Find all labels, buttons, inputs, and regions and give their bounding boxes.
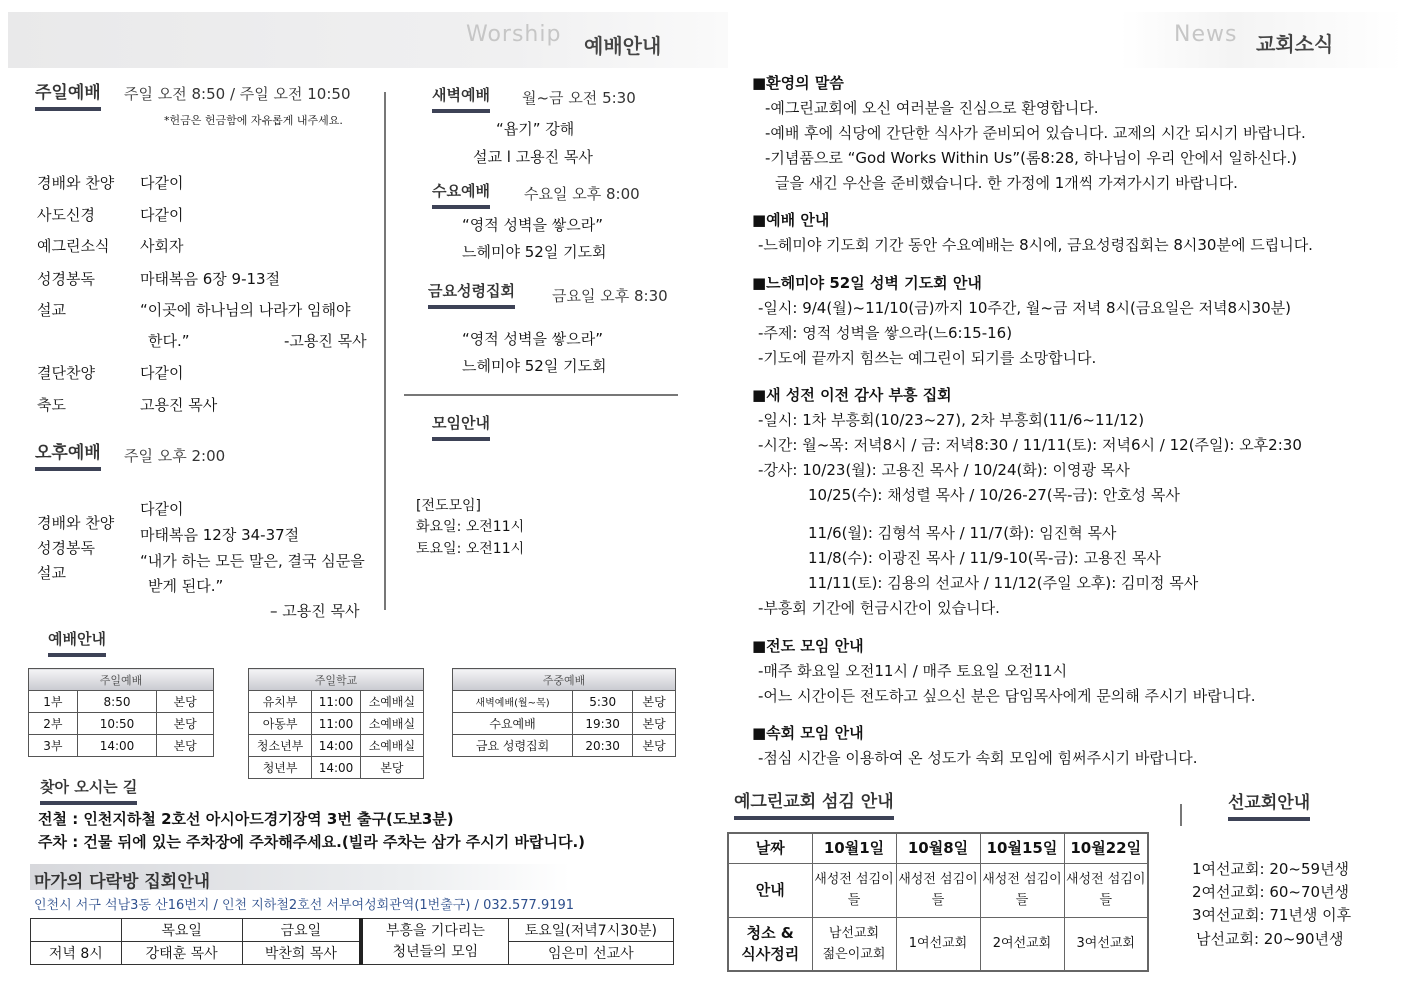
- meeting-line3: 토요일: 오전11시: [416, 541, 525, 557]
- revival-title: ■새 성전 이전 감사 부흥 집회: [752, 386, 952, 404]
- sunday-note: *헌금은 헌금함에 자유롭게 내주세요.: [164, 114, 343, 127]
- friday-line1: “영적 성벽을 쌓으라”: [462, 330, 603, 348]
- order-value: 다같이: [140, 174, 184, 192]
- revival-line: 11/11(토): 김용의 선교사 / 11/12(주일 오후): 김미정 목사: [808, 574, 1199, 592]
- table-row: 금요 성령집회 20:30 본당: [453, 735, 676, 757]
- friday-speaker: 박찬희 목사: [242, 942, 361, 965]
- directions-parking: 주차 : 건물 뒤에 있는 주차장에 주차해주세요.(빌라 주차는 삼가 주시기 바랍니다.): [38, 833, 586, 851]
- table-row: 수요예배 19:30 본당: [453, 713, 676, 735]
- revival-line: 11/8(수): 이광진 목사 / 11/9-10(목-금): 고용진 목사: [808, 549, 1161, 567]
- welcome-line: -예배 후에 식당에 간단한 식사가 준비되어 있습니다. 교제의 시간 되시기 바랍니다.: [765, 124, 1306, 142]
- table-header: 주일예배: [29, 669, 214, 691]
- welcome-line: 글을 새긴 우산을 준비했습니다. 한 가정에 1개씩 가져가시기 바랍니다.: [775, 174, 1238, 192]
- worship-notice-line: -느헤미야 기도회 기간 동안 수요예배는 8시에, 금요성령집회는 8시30분에 드립니다.: [758, 236, 1313, 254]
- makah-address: 인천시 서구 석남3동 산16번지 / 인천 지하철2호선 서부여성회관역(1번출구) / 032.577.9191: [34, 898, 575, 913]
- afternoon-label: 성경봉독: [37, 539, 95, 557]
- table-row: 새벽예배(월~목) 5:30 본당: [453, 691, 676, 713]
- mission-title: 선교회안내: [1228, 788, 1310, 821]
- order-label: 경배와 찬양: [37, 174, 115, 192]
- service-title: 예그린교회 섬김 안내: [734, 787, 894, 820]
- col-saturday: 토요일(저녁7시30분): [508, 919, 673, 942]
- wednesday-line2: 느헤미야 52일 기도회: [462, 243, 607, 261]
- directions-title: 찾아 오시는 길: [40, 776, 137, 805]
- evangelism-line: -어느 시간이든 전도하고 싶으신 분은 담임목사에게 문의해 주시기 바랍니다.: [758, 687, 1256, 705]
- friday-time: 금요일 오후 8:30: [552, 287, 668, 305]
- wednesday-line1: “영적 성벽을 쌓으라”: [462, 216, 603, 234]
- makah-title: 마가의 다락방 집회안내: [34, 872, 211, 892]
- afternoon-value: “내가 하는 모든 말은, 결국 심문을: [140, 552, 365, 570]
- afternoon-label: 설교: [37, 564, 66, 582]
- news-header-ko: 교회소식: [1256, 32, 1334, 56]
- dawn-line2: 설교 l 고용진 목사: [473, 148, 593, 166]
- worship-notice-title: ■예배 안내: [752, 211, 830, 229]
- weekday-service-table: [452, 668, 676, 757]
- order-label: 축도: [37, 396, 66, 414]
- cell-line: -점심 시간을 이용하여 온 성도가 속회 모임에 힘써주시기 바랍니다.: [758, 749, 1198, 767]
- order-label: 성경봉독: [37, 270, 95, 288]
- friday-line2: 느헤미야 52일 기도회: [462, 357, 607, 375]
- dawn-line1: “욥기” 강해: [496, 120, 575, 138]
- table-row: 청소년부 14:00 소예배실: [249, 735, 424, 757]
- revival-line: 10/25(수): 채성렬 목사 / 10/26-27(목-금): 안호성 목사: [808, 486, 1180, 504]
- nehemiah-line: -주제: 영적 성벽을 쌓으라(느6:15-16): [758, 324, 1013, 342]
- worship-header-en: Worship: [466, 22, 562, 47]
- order-value: 고용진 목사: [140, 396, 218, 414]
- sunday-school-table: [248, 668, 424, 779]
- table-row: 1부 8:50 본당: [29, 691, 214, 713]
- col-friday: 금요일: [242, 919, 361, 942]
- sunday-preacher: -고용진 목사: [284, 332, 367, 350]
- nehemiah-title: ■느헤미야 52일 성벽 기도회 안내: [752, 274, 982, 292]
- sermon-line2: 한다.”: [148, 332, 190, 350]
- sunday-title: 주일예배: [35, 78, 101, 111]
- afternoon-value: 마태복음 12장 34-37절: [140, 526, 300, 544]
- order-label: 설교: [37, 301, 66, 319]
- evangelism-line: -매주 화요일 오전11시 / 매주 토요일 오전11시: [758, 662, 1068, 680]
- worship-header-ko: 예배안내: [584, 34, 662, 58]
- table-row: 아동부 11:00 소예배실: [249, 713, 424, 735]
- table-row: 2부 10:50 본당: [29, 713, 214, 735]
- divider: [404, 394, 678, 396]
- makah-time: 저녁 8시: [31, 942, 122, 965]
- mission-line: 남선교회: 20~90년생: [1196, 930, 1344, 948]
- order-value: 다같이: [140, 206, 184, 224]
- sunday-service-table: [28, 668, 214, 757]
- order-value: 다같이: [140, 364, 184, 382]
- table-row: 유치부 11:00 소예배실: [249, 691, 424, 713]
- nehemiah-line: -일시: 9/4(월)~11/10(금)까지 10주간, 월~금 저녁 8시(금요일은 저녁8시30분): [758, 299, 1292, 317]
- directions-subway: 전철 : 인천지하철 2호선 아시아드경기장역 3번 출구(도보3분): [38, 810, 454, 828]
- revival-line: -강사: 10/23(월): 고용진 목사 / 10/24(화): 이영광 목사: [758, 461, 1130, 479]
- makah-table: [30, 918, 674, 965]
- mission-line: 3여선교회: 71년생 이후: [1192, 906, 1352, 924]
- order-value: 사회자: [140, 237, 184, 255]
- worship-guide-title: 예배안내: [48, 628, 106, 657]
- order-value: 마태복음 6장 9-13절: [140, 270, 281, 288]
- dawn-time: 월~금 오전 5:30: [522, 89, 636, 107]
- order-label: 결단찬양: [37, 364, 95, 382]
- welcome-line: -기념품으로 “God Works Within Us”(롬8:28, 하나님이 우리 안에서 일하신다.): [765, 149, 1297, 167]
- column-divider: [384, 92, 386, 610]
- welcome-title: ■환영의 말씀: [752, 74, 844, 92]
- afternoon-time: 주일 오후 2:00: [124, 447, 226, 465]
- mission-line: 1여선교회: 20~59년생: [1192, 860, 1350, 878]
- meeting-line2: 화요일: 오전11시: [416, 519, 525, 535]
- service-table: 날짜 10월1일 10월8일 10월15일 10월22일 안내 새성전 섬김이들 새성전 섬김이들 새성전 섬김이들 새성전 섬김이들 청소 & 식사정리 남선교회 젊은이교회 1여선교회 2여선교회 3여선교회: [727, 832, 1149, 972]
- cell-title: ■속회 모임 안내: [752, 724, 864, 742]
- afternoon-value: 받게 된다.”: [148, 577, 224, 595]
- evangelism-title: ■전도 모임 안내: [752, 637, 864, 655]
- revival-line: -일시: 1차 부흥회(10/23~27), 2차 부흥회(11/6~11/12): [758, 411, 1145, 429]
- divider: [1180, 804, 1182, 826]
- wednesday-title: 수요예배: [432, 180, 490, 209]
- afternoon-preacher: – 고용진 목사: [270, 602, 360, 620]
- revival-line: -부흥회 기간에 헌금시간이 있습니다.: [758, 599, 1000, 617]
- meeting-line1: [전도모임]: [416, 498, 482, 514]
- thursday-speaker: 강태훈 목사: [121, 942, 242, 965]
- afternoon-value: 다같이: [140, 500, 184, 518]
- wednesday-time: 수요일 오후 8:00: [524, 185, 640, 203]
- nehemiah-line: -기도에 끝까지 힘쓰는 예그린이 되기를 소망합니다.: [758, 349, 1097, 367]
- meeting-title: 모임안내: [432, 412, 490, 441]
- afternoon-title: 오후예배: [35, 438, 101, 471]
- order-label: 예그린소식: [37, 237, 110, 255]
- table-header: 주일학교: [249, 669, 424, 691]
- revival-line: 11/6(월): 김형석 목사 / 11/7(화): 임진혁 목사: [808, 524, 1117, 542]
- saturday-speaker: 임은미 선교사: [508, 942, 673, 965]
- dawn-title: 새벽예배: [432, 84, 490, 113]
- order-label: 사도신경: [37, 206, 95, 224]
- friday-title: 금요성령집회: [428, 280, 515, 309]
- order-value: “이곳에 하나님의 나라가 임해야: [140, 301, 351, 319]
- mission-line: 2여선교회: 60~70년생: [1192, 883, 1350, 901]
- news-header-en: News: [1174, 22, 1238, 47]
- youth-meeting: 부흥을 기다리는 청년들의 모임: [361, 919, 508, 965]
- revival-line: -시간: 월~목: 저녁8시 / 금: 저녁8:30 / 11/11(토): 저녁6시 / 12(주일): 오후2:30: [758, 436, 1302, 454]
- afternoon-label: 경배와 찬양: [37, 514, 115, 532]
- table-row: 3부 14:00 본당: [29, 735, 214, 757]
- table-row: 청년부 14:00 본당: [249, 757, 424, 779]
- welcome-line: -예그린교회에 오신 여러분을 진심으로 환영합니다.: [765, 99, 1099, 117]
- table-header: 주중예배: [453, 669, 676, 691]
- col-thursday: 목요일: [121, 919, 242, 942]
- sunday-time: 주일 오전 8:50 / 주일 오전 10:50: [124, 85, 351, 103]
